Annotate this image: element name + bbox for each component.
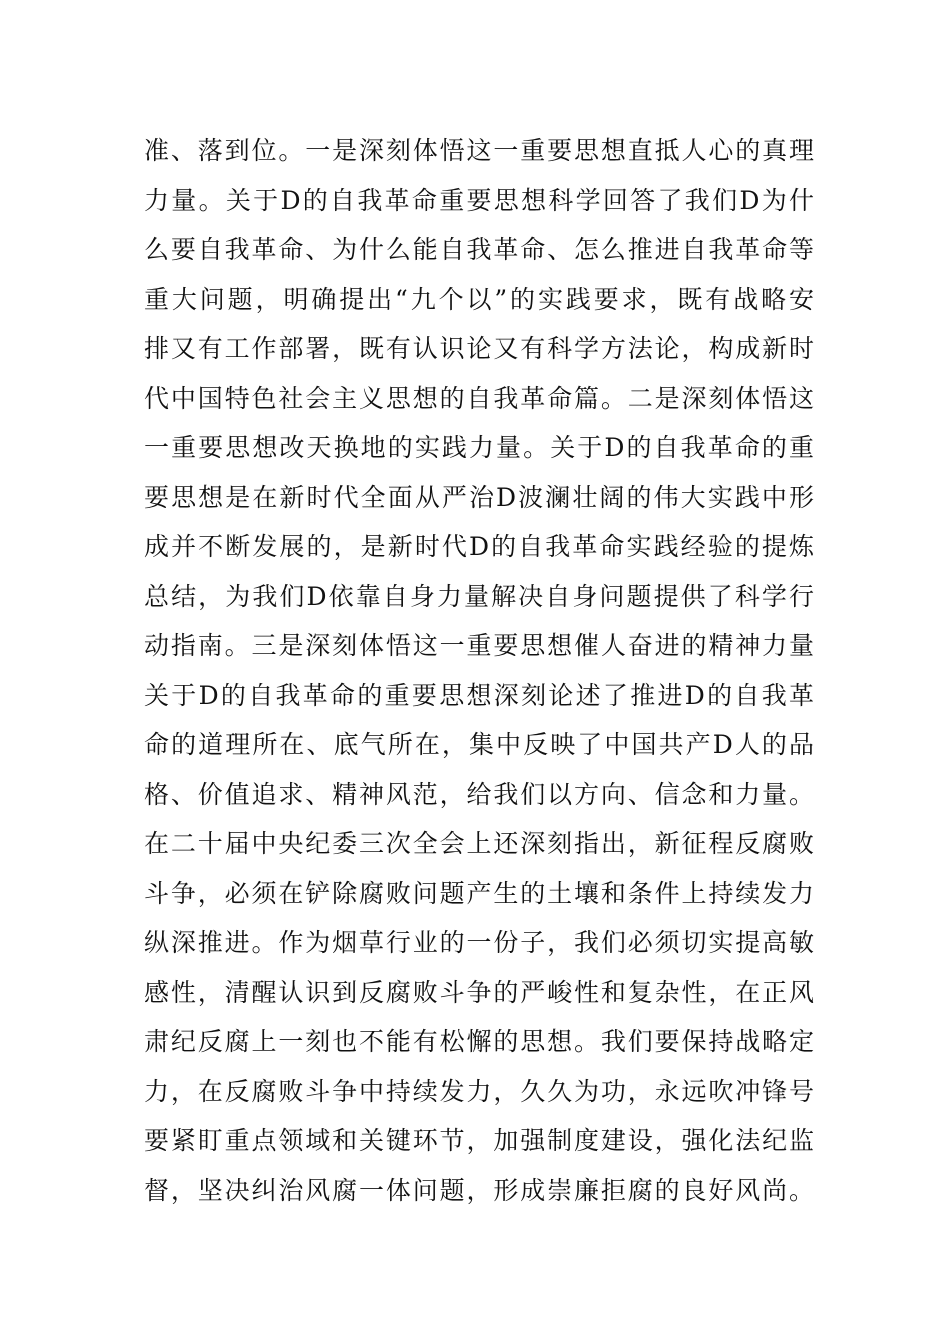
text-line-5: 排又有工作部署，既有认识论又有科学方法论，构成新时 bbox=[144, 334, 814, 363]
text-line-21: 要紧盯重点领域和关键环节，加强制度建设，强化法纪监 bbox=[144, 1126, 814, 1155]
text-line-13: 命的道理所在、底气所在，集中反映了中国共产D人的品 bbox=[144, 730, 814, 759]
text-line-22: 督，坚决纠治风腐一体问题，形成崇廉拒腐的良好风尚。 bbox=[144, 1175, 814, 1205]
text-line-16: 斗争，必须在铲除腐败问题产生的土壤和条件上持续发力 bbox=[144, 878, 814, 908]
text-line-15: 在二十届中央纪委三次全会上还深刻指出，新征程反腐败 bbox=[144, 829, 814, 858]
text-line-4: 重大问题，明确提出“九个以”的实践要求，既有战略安 bbox=[144, 284, 814, 314]
body-text bbox=[144, 126, 814, 1215]
text-line-2: 力量。关于D的自我革命重要思想科学回答了我们D为什 bbox=[144, 185, 814, 215]
text-line-10: 总结，为我们D依靠自身力量解决自身问题提供了科学行 bbox=[144, 581, 814, 611]
text-line-7: 一重要思想改天换地的实践力量。关于D的自我革命的重 bbox=[144, 433, 814, 462]
text-line-20: 力，在反腐败斗争中持续发力，久久为功，永远吹冲锋号 bbox=[144, 1076, 814, 1106]
text-line-17: 纵深推进。作为烟草行业的一份子，我们必须切实提高敏 bbox=[144, 928, 814, 957]
text-line-9: 成并不断发展的，是新时代D的自我革命实践经验的提炼 bbox=[144, 532, 814, 561]
text-line-8: 要思想是在新时代全面从严治D波澜壮阔的伟大实践中形 bbox=[144, 482, 814, 512]
text-line-3: 么要自我革命、为什么能自我革命、怎么推进自我革命等 bbox=[144, 235, 814, 264]
text-line-11: 动指南。三是深刻体悟这一重要思想催人奋进的精神力量 bbox=[144, 631, 814, 660]
text-line-14: 格、价值追求、精神风范，给我们以方向、信念和力量。 bbox=[144, 779, 814, 809]
text-line-12: 关于D的自我革命的重要思想深刻论述了推进D的自我革 bbox=[144, 680, 814, 710]
text-line-18: 感性，清醒认识到反腐败斗争的严峻性和复杂性，在正风 bbox=[144, 977, 814, 1007]
text-line-19: 肃纪反腐上一刻也不能有松懈的思想。我们要保持战略定 bbox=[144, 1027, 814, 1056]
text-line-6: 代中国特色社会主义思想的自我革命篇。二是深刻体悟这 bbox=[144, 383, 814, 413]
text-line-1: 准、落到位。一是深刻体悟这一重要思想直抵人心的真理 bbox=[144, 136, 814, 165]
